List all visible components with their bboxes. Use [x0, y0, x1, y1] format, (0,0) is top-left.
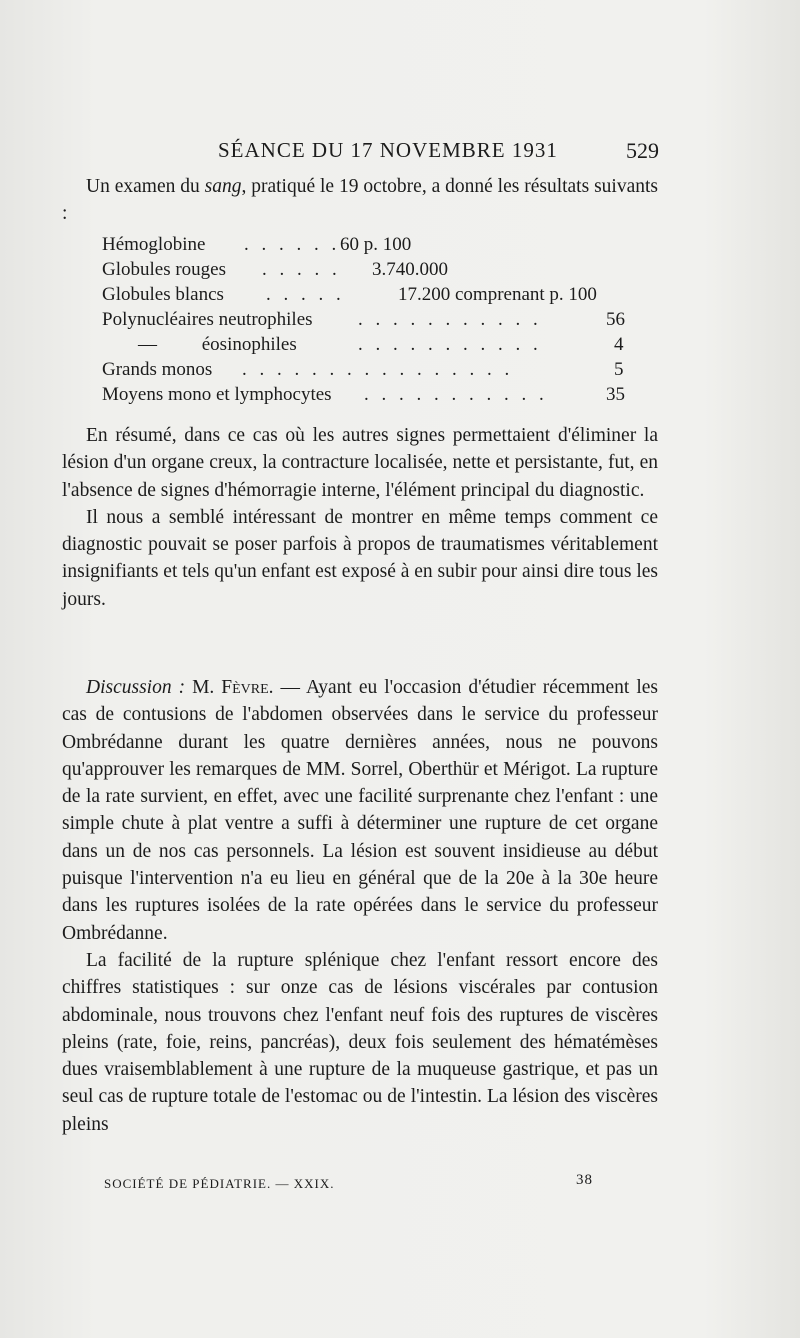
result-dots: . . . . . .	[244, 234, 341, 255]
result-dots: . . . . .	[262, 259, 341, 280]
running-title: SÉANCE DU 17 NOVEMBRE 1931	[218, 138, 558, 162]
intro-pre: Un examen du	[86, 176, 205, 197]
discussion-paragraph-2: La facilité de la rupture splénique chez l'enfant ressort encore des chiffres statistiques : sur onze cas de lésions viscérales par contusion abdominale, nous trouvons chez l'enfant neuf fois des ruptures de viscères pleins (rate, foie, reins, pancréas), deux fois seulement des hématémèses dues vraisemblablement à une rupture de la muqueuse gastrique, et pas un seul cas de rupture totale de l'estomac ou de l'intestin. La lésion des viscères pleins	[62, 949, 658, 1135]
page-footer	[0, 1172, 800, 1194]
result-label: Grands monos	[102, 359, 213, 380]
result-dots: . . . . .	[266, 284, 345, 305]
result-value: 4	[614, 334, 624, 355]
result-dots: . . . . . . . . . . . . . . . .	[242, 359, 514, 380]
intro-post: , pratiqué le 19 octobre, a donné les résultats suivants :	[62, 176, 658, 225]
result-label: Polynucléaires neutrophiles	[102, 309, 313, 330]
result-label: Globules rouges	[102, 259, 227, 280]
intro-sang: sang	[204, 176, 242, 197]
discussion-body: — Ayant eu l'occasion d'étudier récemment les cas de contusions de l'abdomen observées dans le service du professeur Ombrédanne durant les quatre dernières années, nous ne pouvons qu'approuver les remarques de MM. Sorrel, Oberthür et Mérigot. La rupture de la rate survient, en effet, avec une facilité surprenante chez l'enfant : une simple chute à plat ventre a suffi à déterminer une rupture de cet organe dans un de nos cas personnels. La lésion est souvent insidieuse au début puisque l'intervention n'a eu lieu en général que de la 20e à la 30e heure dans les ruptures isolées de la rate opérées dans le service du professeur Ombrédanne.	[62, 677, 659, 944]
result-value: 3.740.000	[372, 259, 448, 280]
result-value: 60 p. 100	[340, 234, 412, 255]
result-value: 17.200 comprenant p. 100	[398, 284, 597, 305]
result-label: Hémoglobine	[102, 234, 206, 255]
result-value: 35	[606, 384, 625, 405]
page-number: 529	[626, 138, 659, 163]
result-label: — éosinophiles	[138, 334, 297, 355]
summary-section	[62, 422, 658, 613]
result-label: Moyens mono et lymphocytes	[102, 384, 332, 405]
intro-paragraph	[62, 173, 658, 228]
summary-paragraph-1: En résumé, dans ce cas où les autres signes permettaient d'éliminer la lésion d'un organe creux, la contracture localisée, nette et persistante, fut, en l'absence de signes d'hémorragie interne, l'élément principal du diagnostic.	[62, 425, 658, 501]
result-label: Globules blancs	[102, 284, 224, 305]
footer-sheet-number: 38	[576, 1172, 593, 1188]
result-dots: . . . . . . . . . . .	[364, 384, 548, 405]
result-dots: . . . . . . . . . . .	[358, 309, 542, 330]
summary-paragraph-2: Il nous a semblé intéressant de montrer en même temps comment ce diagnostic pouvait se poser parfois à propos de traumatismes véritablement insignifiants et tels qu'un enfant est exposé à en subir pour ainsi dire tous les jours.	[62, 506, 658, 610]
result-value: 56	[606, 309, 625, 330]
footer-signature: SOCIÉTÉ DE PÉDIATRIE. — XXIX.	[104, 1176, 335, 1191]
discussion-section	[62, 674, 658, 1138]
running-head	[0, 138, 800, 170]
discussion-speaker: M. Fèvre.	[192, 677, 274, 698]
result-value: 5	[614, 359, 624, 380]
discussion-paragraph-1	[62, 674, 658, 947]
result-dots: . . . . . . . . . . .	[358, 334, 542, 355]
discussion-label: Discussion :	[86, 677, 186, 698]
